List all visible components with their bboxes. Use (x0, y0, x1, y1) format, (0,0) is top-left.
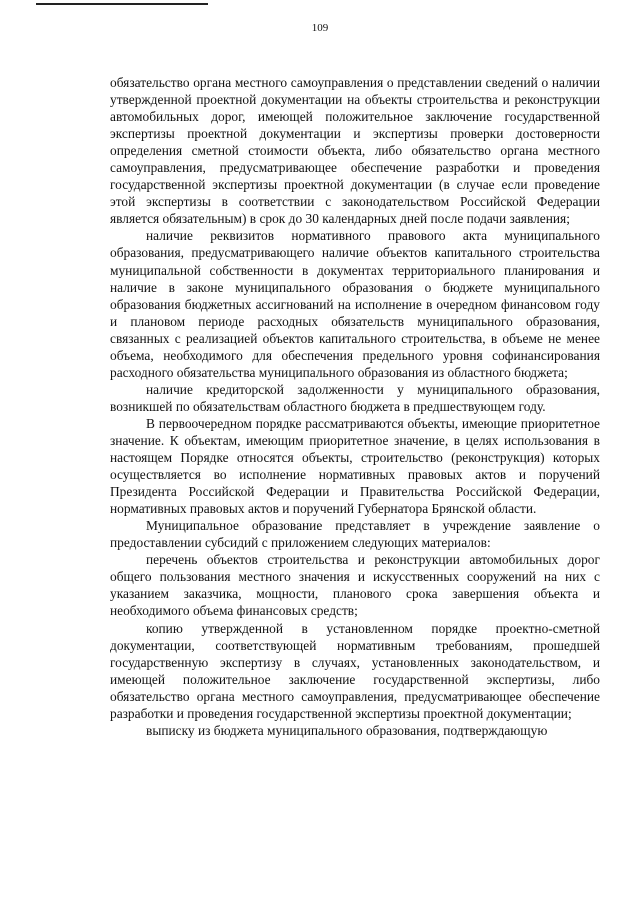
paragraph-normative-act-details: наличие реквизитов нормативного правового акта муниципального образования, предусматривающего наличие объектов капитального строительства муниципальной собственности в документах территориального планирования и наличие в законе муниципального образования о бюджете муниципального образования бюджетных ассигнований на исполнение в очередном финансовом году и плановом периоде расходных обязательств муниципального образования, связанных с реализацией объектов капитального строительства, в объеме не менее объема, необходимого для обеспечения предельного уровня софинансирования расходного обязательства муниципального образования из областного бюджета; (110, 228, 600, 380)
paragraph-creditor-debt: наличие кредиторской задолженности у муниципального образования, возникшей по обязательствам областного бюджета в предшествующем году. (110, 381, 600, 414)
paragraph-obligation-documentation: обязательство органа местного самоуправления о представлении сведений о наличии утвержденной проектной документации на объекты строительства и реконструкции автомобильных дорог, имеющей положительное заключение государственной экспертизы проектной документации и экспертизы проверки достоверности определения сметной стоимости объекта, либо обязательство органа местного самоуправления, предусматривающее обеспечение разработки и проведения государственной экспертизы проектной документации (в случае если проведение этой экспертизы в соответствии с законодательством Российской Федерации является обязательным) в срок до 30 календарных дней после подачи заявления; (110, 75, 600, 227)
document-body (110, 74, 600, 739)
paragraph-priority-objects: В первоочередном порядке рассматриваются объекты, имеющие приоритетное значение. К объектам, имеющим приоритетное значение, в целях использования в настоящем Порядке относятся объекты, строительство (реконструкция) которых осуществляется во исполнение нормативных правовых актов и поручений Президента Российской Федерации и Правительства Российской Федерации, нормативных правовых актов и поручений Губернатора Брянской области. (110, 415, 600, 517)
page-number: 109 (311, 22, 329, 34)
paragraph-design-documentation-copy: копию утвержденной в установленном порядке проектно-сметной документации, соответствующей нормативным требованиям, прошедшей государственную экспертизу в случаях, установленных законодательством, и имеющей положительное заключение государственной экспертизы, либо обязательство органа местного самоуправления, предусматривающее обеспечение разработки и проведения государственной экспертизы проектной документации; (110, 620, 600, 721)
paragraph-application-submission: Муниципальное образование представляет в учреждение заявление о предоставлении субсидий с приложением следующих материалов: (110, 518, 600, 551)
scan-edge-line (36, 3, 208, 5)
paragraph-budget-extract: выписку из бюджета муниципального образования, подтверждающую (146, 722, 548, 738)
paragraph-objects-list: перечень объектов строительства и реконструкции автомобильных дорог общего пользования местного значения и искусственных сооружений на них с указанием заказчика, мощности, планового срока завершения объекта и необходимого объема финансовых средств; (110, 552, 600, 619)
